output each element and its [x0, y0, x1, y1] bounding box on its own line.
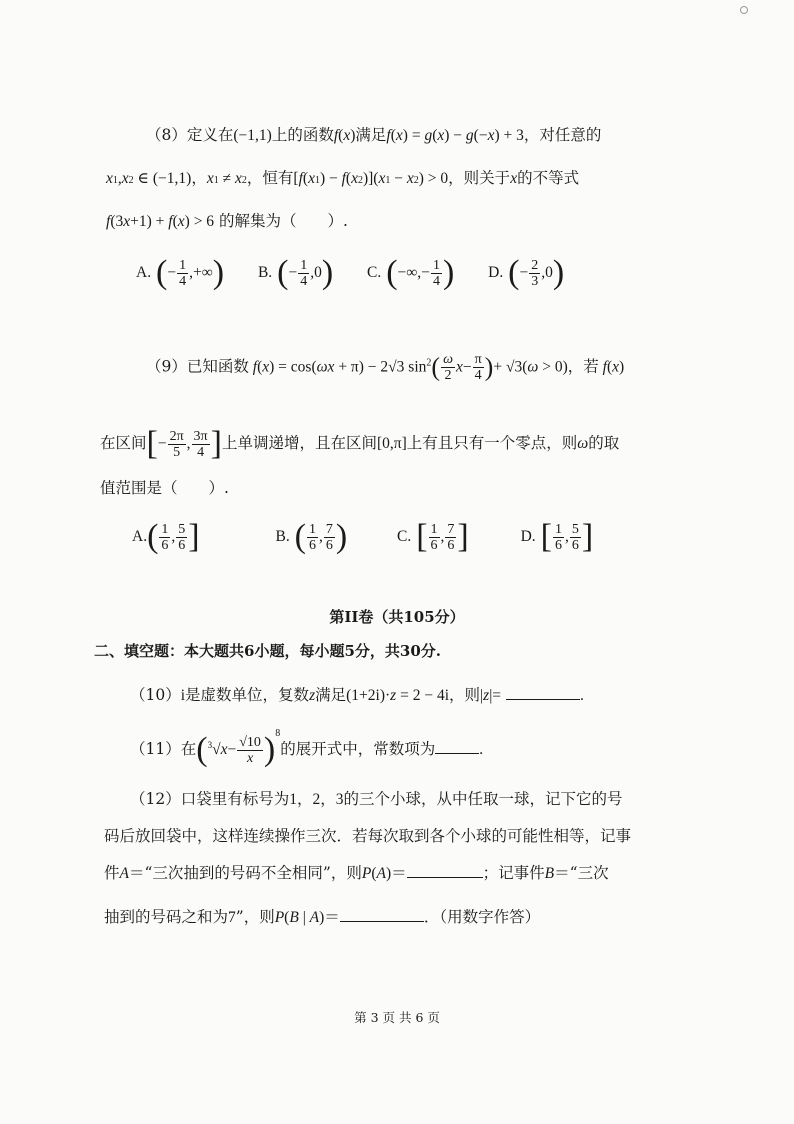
q8-option-d[interactable]: D. (− $\frac{2}{3}$ ,0): [488, 254, 565, 291]
q11-answer-blank[interactable]: [435, 739, 479, 754]
q12-line-1: （12）口袋里有标号为1，2，3的三个小球，从中任取一球，记下它的号: [130, 790, 623, 808]
q9-line-1: （9）已知函数 f(x) = cos(ωx + π) − 2√3 $\sin^2$( $\frac{\omega}{2}$ x− $\frac{\pi}{4}$ )+ √3(ω > 0)，若 f(x): [146, 352, 625, 383]
q9-options: [132, 520, 593, 554]
question-11: （11）在($^3$√x− $\frac{√10}{x}$ )$^8$的展开式中，常数项为 .: [130, 727, 484, 768]
q9-option-b[interactable]: B. ( $\frac{1}{6}$ , $\frac{7}{6}$ ): [275, 518, 348, 555]
q9-option-c[interactable]: C. [ $\frac{1}{6}$ , $\frac{7}{6}$ ]: [397, 518, 469, 555]
q10-answer-blank[interactable]: [506, 685, 580, 700]
q9-option-a[interactable]: A.( $\frac{1}{6}$ , $\frac{5}{6}$ ]: [132, 518, 200, 555]
q9-option-d[interactable]: D. [ $\frac{1}{6}$ , $\frac{5}{6}$ ]: [520, 518, 594, 555]
q8-option-c[interactable]: C. (−∞,− $\frac{1}{4}$ ): [367, 254, 455, 291]
q12-line-4: 抽到的号码之和为7”，则P(B | A)＝ ．（用数字作答）: [104, 908, 541, 926]
section-2-title: 第II卷（共105分）: [329, 608, 465, 626]
q12-line-3: 件A＝“三次抽到的号码不全相同”，则P(A)＝ ；记事件B＝“三次: [104, 864, 609, 882]
q12-answer-blank-2[interactable]: [340, 907, 424, 922]
scan-mark: [740, 6, 748, 14]
question-10: （10）i是虚数单位，复数z满足(1+2i)·z = 2 − 4i，则|z|= .: [130, 686, 584, 704]
q8-line-1: （8）定义在(−1,1)上的函数f(x)满足f(x) = g(x) − g(−x) + 3，对任意的: [146, 126, 602, 144]
q12-answer-blank-1[interactable]: [407, 863, 483, 878]
q9-line-3: 值范围是（ ）.: [100, 479, 229, 497]
q8-options: [136, 256, 564, 290]
section-2-header: 二、填空题：本大题共6小题，每小题5分，共30分.: [94, 642, 441, 660]
q8-option-b[interactable]: B. (− $\frac{1}{4}$ ,0): [257, 254, 334, 291]
page-footer: 第 3 页 共 6 页: [354, 1010, 440, 1025]
q9-line-2: 在区间[− $\frac{2\pi}{5}$ , $\frac{3\pi}{4}$ ]上单调递增，且在区间[0,π]上有且只有一个零点，则ω的取: [100, 425, 620, 462]
q12-line-2: 码后放回袋中，这样连续操作三次．若每次取到各个小球的可能性相等，记事: [104, 827, 632, 845]
q8-line-2: x1,x2 ∈ (−1,1)，x1 ≠ x2，恒有[f(x1) − f(x2)](x1 − x2) > 0，则关于x的不等式: [106, 169, 580, 187]
q8-line-3: f(3x+1) + f(x) > 6 的解集为（ ）.: [106, 212, 348, 230]
q8-option-a[interactable]: A. (− $\frac{1}{4}$ ,+∞): [136, 254, 225, 291]
